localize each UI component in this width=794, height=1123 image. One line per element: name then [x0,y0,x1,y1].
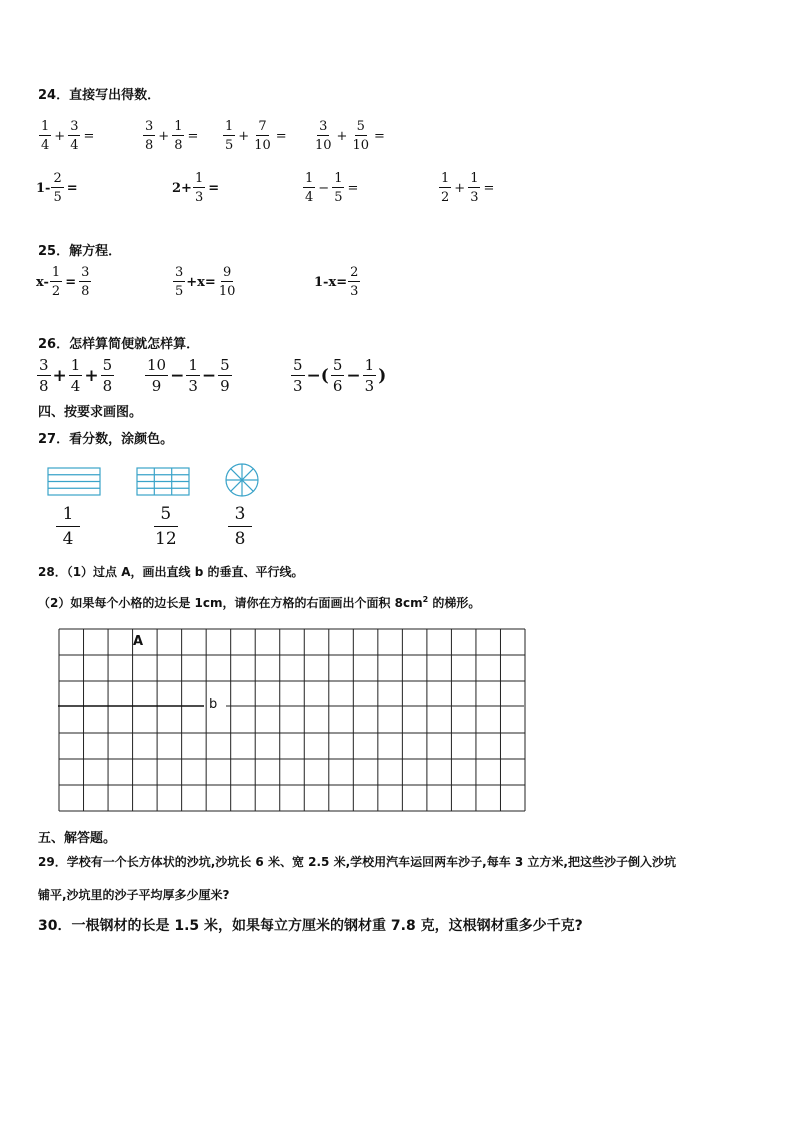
q29-line1: 29．学校有一个长方体状的沙坑,沙坑长 6 米、宽 2.5 米,学校用汽车运回两车沙子,每车 3 立方米,把这些沙子倒入沙坑 [38,855,676,869]
q27-fraction-1: $\frac{1}{4}$ [56,506,80,548]
q24-expr-5: 1- $\frac{2}{5}$ = [36,171,78,205]
q25-eq-2: $\frac{3}{5}$ +x= $\frac{9}{10}$ [175,265,236,299]
q27-fraction-3: $\frac{3}{8}$ [228,506,252,548]
rect-four-parts [48,468,100,495]
q29-line2: 铺平,沙坑里的沙子平均厚多少厘米? [38,888,230,902]
q24-expr-4: $\frac{3}{10}$ + $\frac{5}{10}$ = [315,119,385,153]
q24-title: 24．直接写出得数． [38,88,161,103]
q27-shapes [40,462,280,502]
q26-expr-2: $\frac{10}{9}$ − $\frac{1}{3}$ − $\frac{5}{9}$ [147,356,230,395]
q26-title: 26．怎样算简便就怎样算． [38,337,200,352]
q26-expr-1: $\frac{3}{8}$ + $\frac{1}{4}$ + $\frac{5}{8}$ [39,356,113,395]
q24-expr-2: $\frac{3}{8}$ + $\frac{1}{8}$ = [145,119,199,153]
q30-text: 30．一根钢材的长是 1.5 米，如果每立方厘米的钢材重 7.8 克，这根钢材重多少千克? [38,918,583,934]
q27-title: 27．看分数，涂颜色。 [38,432,174,447]
circle-eight-parts [226,464,258,496]
q24-expr-8: $\frac{1}{2}$ + $\frac{1}{3}$ = [441,171,495,205]
q25-eq-3: 1-x= $\frac{2}{3}$ [314,265,359,299]
q24-expr-6: 2+ $\frac{1}{3}$ = [172,171,220,205]
q26-expr-3: $\frac{5}{3}$ −( $\frac{5}{6}$ − $\frac{1}{3}$ ) [293,356,387,395]
point-a-label: A [133,634,144,649]
q24-expr-7: $\frac{1}{4}$ − $\frac{1}{5}$ = [305,171,359,205]
section-4-heading: 四、按要求画图。 [38,405,143,420]
q28-part1: 28．（1）过点 A，画出直线 b 的垂直、平行线。 [38,565,304,579]
q24-expr-1: $\frac{1}{4}$ + $\frac{3}{4}$ = [41,119,95,153]
section-5-heading: 五、解答题。 [38,831,117,846]
q24-expr-3: $\frac{1}{5}$ + $\frac{7}{10}$ = [225,119,287,153]
line-b-label: b [209,697,218,712]
q25-title: 25．解方程． [38,244,122,259]
q28-part2: （2）如果每个小格的边长是 1cm，请你在方格的右面画出个面积 $8cm^2$ 的梯形。 [38,595,481,610]
square-grid[interactable] [58,628,526,812]
q25-eq-1: x- $\frac{1}{2}$ = $\frac{3}{8}$ [36,265,90,299]
rect-twelve-parts [137,468,189,495]
q27-fraction-2: $\frac{5}{12}$ [155,504,177,549]
